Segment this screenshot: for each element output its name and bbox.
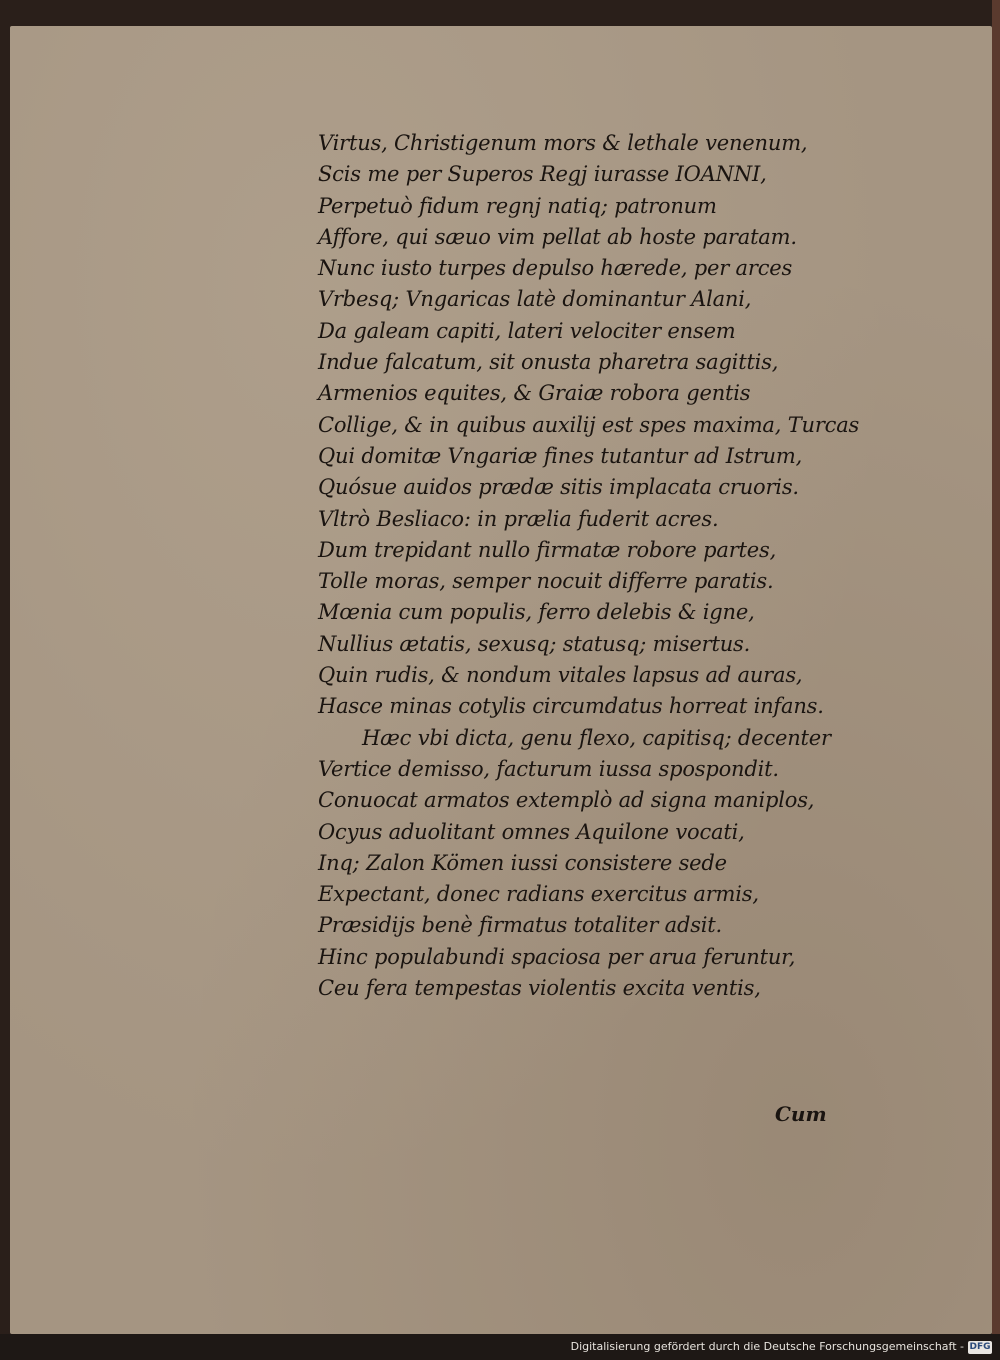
verse-line: Ceu fera tempestas violentis excita ventis, (318, 976, 761, 1001)
verse-line: Nullius ætatis, sexusq; statusq; misertus. (318, 631, 751, 656)
verse-line: Quin rudis, & nondum vitales lapsus ad auras, (318, 663, 803, 688)
verse-line: Affore, qui sæuo vim pellat ab hoste paratam. (318, 224, 797, 249)
verse-line: Vltrò Besliaco: in prælia fuderit acres. (318, 506, 719, 531)
verse-line: Virtus, Christigenum mors & lethale venenum, (318, 131, 808, 155)
verse-line: Ocyus aduolitant omnes Aquilone vocati, (318, 819, 745, 844)
verse-line: Vertice demisso, facturum iussa spospondit. (318, 756, 779, 781)
verse-line: Præsidijs benè firmatus totaliter adsit. (318, 913, 723, 938)
verse-line: Qui domitæ Vngariæ fines tutantur ad Istrum, (318, 443, 803, 468)
verse-line: Perpetuò fidum regnj natiq; patronum (318, 193, 717, 218)
footer-bar (0, 1334, 1000, 1360)
verse-line: Tolle moras, semper nocuit differre paratis. (318, 569, 774, 594)
catchword: Cum (775, 1102, 827, 1126)
verse-block (318, 128, 918, 1004)
verse-line: Da galeam capiti, lateri velociter ensem (318, 318, 736, 343)
verse-line: Expectant, donec radians exercitus armis, (318, 882, 759, 907)
verse-line: Conuocat armatos extemplò ad signa maniplos, (318, 788, 815, 813)
funding-credit: Digitalisierung gefördert durch die Deutsche Forschungsgemeinschaft - (570, 1340, 964, 1353)
dfg-logo: DFG (969, 1342, 991, 1352)
verse-line: Quósue auidos prædæ sitis implacata cruoris. (318, 475, 799, 500)
verse-line: Armenios equites, & Graiæ robora gentis (318, 381, 751, 406)
verse-line: Collige, & in quibus auxilij est spes maxima, Turcas (318, 412, 860, 437)
verse-line: Nunc iusto turpes depulso hærede, per arces (318, 256, 793, 281)
verse-line: Mœnia cum populis, ferro delebis & igne, (318, 600, 755, 625)
verse-line: Indue falcatum, sit onusta pharetra sagittis, (318, 350, 779, 375)
verse-line: Inq; Zalon Kömen iussi consistere sede (318, 850, 727, 875)
verse-line: Hinc populabundi spaciosa per arua feruntur, (318, 944, 796, 969)
verse-line: Dum trepidant nullo firmatæ robore partes, (318, 537, 777, 562)
verse-line: Hæc vbi dicta, genu flexo, capitisq; decenter (362, 725, 831, 750)
verse-line: Scis me per Superos Regj iurasse IOANNI, (318, 162, 767, 187)
verse-line: Vrbesq; Vngaricas latè dominantur Alani, (318, 287, 752, 312)
verse-line: Hasce minas cotylis circumdatus horreat infans. (318, 694, 824, 719)
page-edge (992, 0, 1000, 1334)
